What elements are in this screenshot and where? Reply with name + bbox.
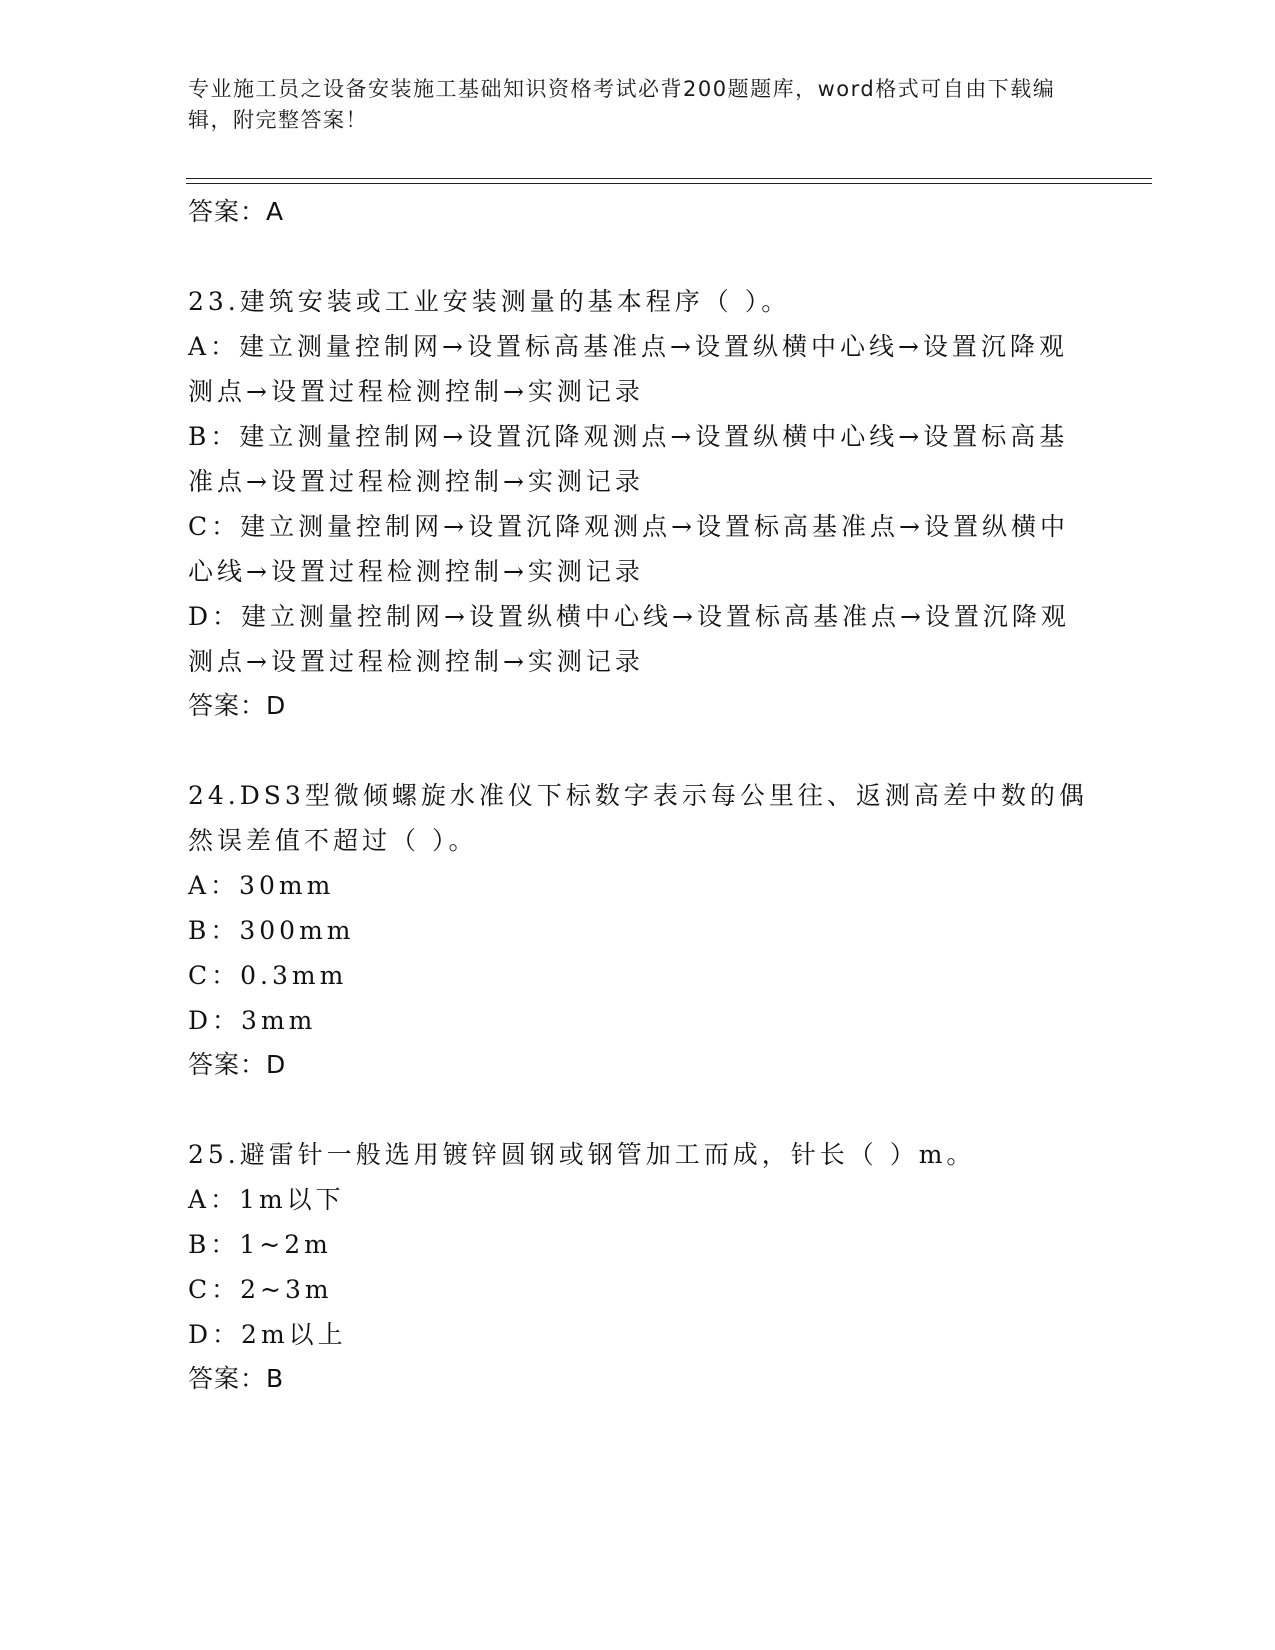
option-c: C：2~3m — [188, 1275, 333, 1304]
header-divider — [186, 178, 1152, 184]
option-a: A：1m以下 — [188, 1185, 345, 1214]
option-b: B：1~2m — [188, 1230, 332, 1259]
question-24 — [188, 773, 1088, 1087]
option-d: D：3mm — [188, 1006, 317, 1035]
option-b: B：300mm — [188, 916, 355, 945]
question-stem: 23.建筑安装或工业安装测量的基本程序（ ）。 — [188, 287, 791, 316]
option-a: A：30mm — [188, 871, 335, 900]
option-b: B：建立测量控制网→设置沉降观测点→设置纵横中心线→设置标高基准点→设置过程检测控制→实测记录 — [188, 422, 1069, 496]
question-23 — [188, 279, 1088, 728]
option-c: C：建立测量控制网→设置沉降观测点→设置标高基准点→设置纵横中心线→设置过程检测控制→实测记录 — [188, 512, 1069, 586]
option-d: D：2m以上 — [188, 1320, 347, 1349]
question-answer: 答案：D — [188, 691, 287, 720]
option-c: C：0.3mm — [188, 961, 348, 990]
question-list — [188, 190, 1088, 1401]
question-answer: 答案：B — [188, 1364, 285, 1393]
document-header: 专业施工员之设备安装施工基础知识资格考试必背200题题库，word格式可自由下载编辑，附完整答案！ — [188, 77, 1056, 132]
previous-answer: 答案：A — [188, 197, 285, 226]
question-25 — [188, 1132, 1088, 1401]
question-stem: 24.DS3型微倾螺旋水准仪下标数字表示每公里往、返测高差中数的偶然误差值不超过（ ）。 — [188, 781, 1088, 855]
option-a: A：建立测量控制网→设置标高基准点→设置纵横中心线→设置沉降观测点→设置过程检测控制→实测记录 — [188, 332, 1068, 406]
question-answer: 答案：D — [188, 1050, 287, 1079]
option-d: D：建立测量控制网→设置纵横中心线→设置标高基准点→设置沉降观测点→设置过程检测控制→实测记录 — [188, 602, 1070, 676]
question-stem: 25.避雷针一般选用镀锌圆钢或钢管加工而成，针长（ ）m。 — [188, 1140, 976, 1169]
